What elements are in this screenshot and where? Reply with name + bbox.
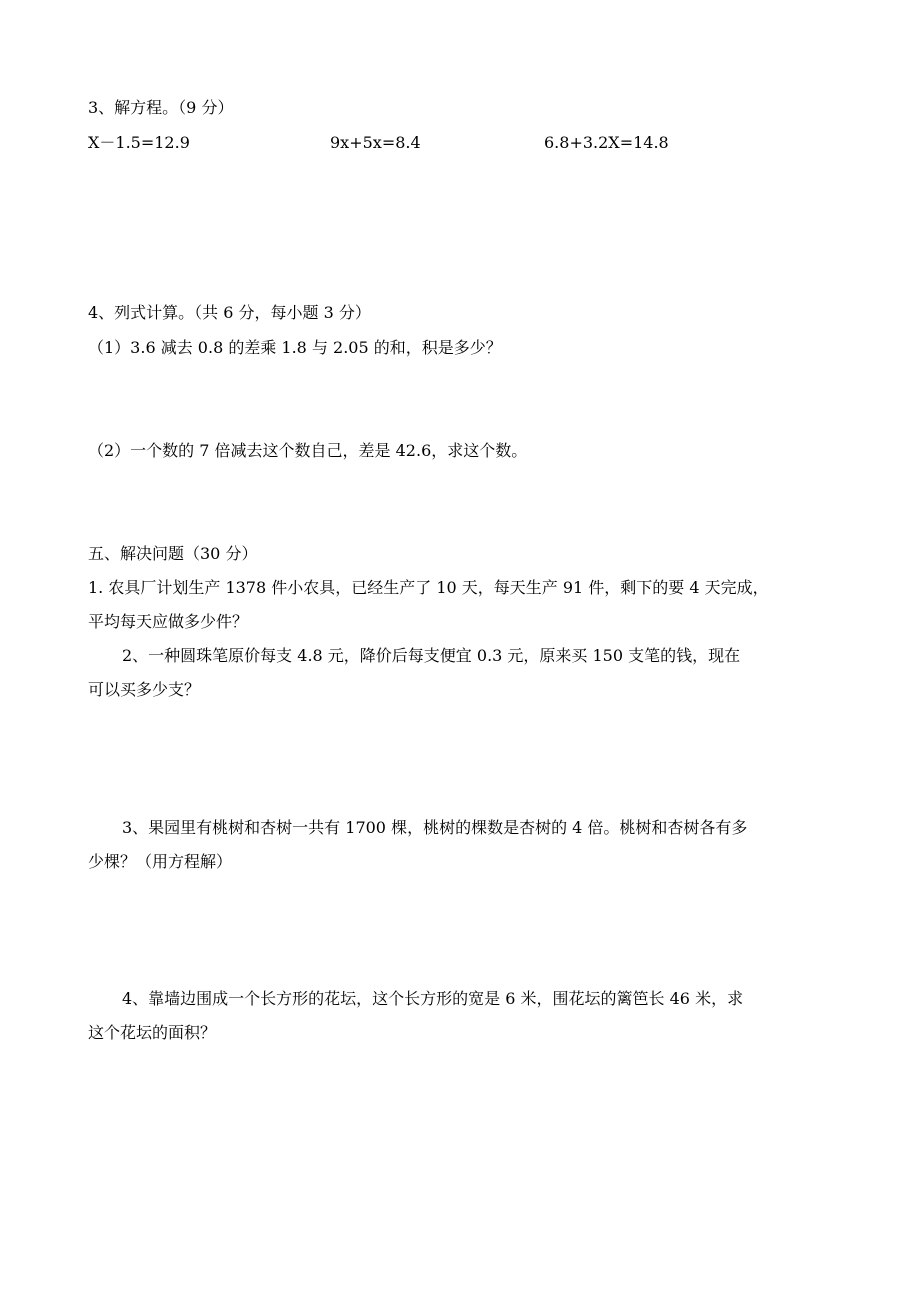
problem-2-line-1: 2、一种圆珠笔原价每支 4.8 元，降价后每支便宜 0.3 元，原来买 150 支笔的钱，现在 [122,646,741,665]
problem-4-line-1: 4、靠墙边围成一个长方形的花坛，这个长方形的宽是 6 米，围花坛的篱笆长 46 米，求 [122,989,744,1008]
problem-4-line-2: 这个花坛的面积？ [88,1023,217,1042]
equation-2: 9x+5x=8.4 [330,133,421,152]
problem-1-line-2: 平均每天应做多少件？ [88,612,249,631]
equation-3: 6.8+3.2X=14.8 [544,133,669,152]
section4-question-2: （2）一个数的 7 倍减去这个数自己，差是 42.6，求这个数。 [88,441,528,460]
problem-1-line-1: 1. 农具厂计划生产 1378 件小农具，已经生产了 10 天，每天生产 91 件，剩下的要 4 天完成， [88,578,769,597]
problem-3-line-1: 3、果园里有桃树和杏树一共有 1700 棵，桃树的棵数是杏树的 4 倍。桃树和杏树各有多 [122,818,748,837]
section4-heading: 4、列式计算。（共 6 分，每小题 3 分） [88,303,371,322]
equation-1: X－1.5=12.9 [88,133,190,152]
problem-2-line-2: 可以买多少支？ [88,680,201,699]
section5-heading: 五、解决问题（30 分） [88,544,258,563]
section3-heading: 3、解方程。（9 分） [88,98,234,117]
problem-3-line-2: 少棵？（用方程解） [88,852,233,871]
section4-question-1: （1）3.6 减去 0.8 的差乘 1.8 与 2.05 的和，积是多少？ [88,338,502,357]
